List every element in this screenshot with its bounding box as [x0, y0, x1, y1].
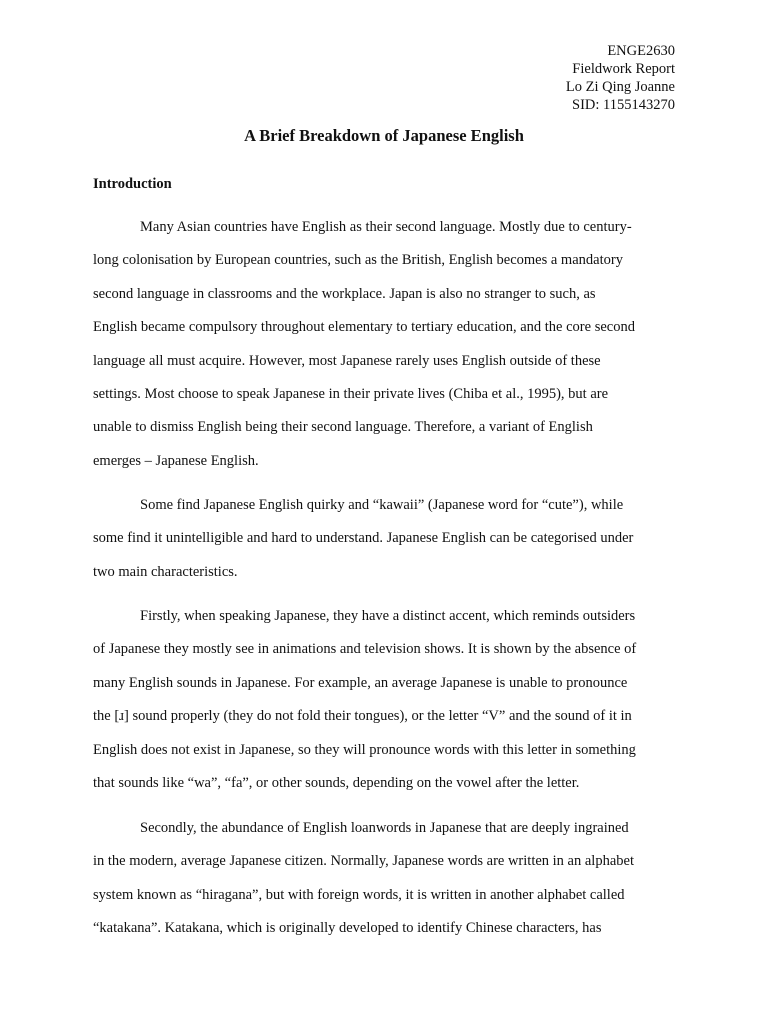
paragraph-line: that sounds like “wa”, “fa”, or other sounds, depending on the vowel after the letter.	[93, 774, 580, 791]
author-name: Lo Zi Qing Joanne	[565, 79, 675, 95]
paragraph-line: some find it unintelligible and hard to understand. Japanese English can be categorised under	[93, 530, 634, 547]
paragraph-line: two main characteristics.	[93, 563, 238, 580]
paragraph-line: in the modern, average Japanese citizen. Normally, Japanese words are written in an alphabet	[93, 853, 634, 870]
course-code: ENGE2630	[607, 43, 675, 59]
paragraph-line: emerges – Japanese English.	[93, 452, 259, 469]
student-id: SID: 1155143270	[572, 97, 675, 113]
paragraph-line: long colonisation by European countries, such as the British, English becomes a mandatory	[93, 252, 623, 269]
paragraph-line: many English sounds in Japanese. For example, an average Japanese is unable to pronounce	[93, 674, 628, 691]
paragraph-line: “katakana”. Katakana, which is originally developed to identify Chinese characters, has	[93, 920, 602, 937]
paragraph-line: second language in classrooms and the workplace. Japan is also no stranger to such, as	[93, 285, 596, 302]
paragraph-line: the [ɹ] sound properly (they do not fold their tongues), or the letter “V” and the sound of it in	[93, 708, 632, 725]
paragraph-line: Many Asian countries have English as their second language. Mostly due to century-	[140, 219, 632, 235]
header-block	[566, 42, 675, 114]
paragraph-2	[93, 496, 675, 596]
paragraph-line: of Japanese they mostly see in animations and television shows. It is shown by the absence of	[93, 641, 637, 658]
paragraph-line: English became compulsory throughout elementary to tertiary education, and the core second	[93, 319, 635, 336]
paragraph-line: Firstly, when speaking Japanese, they have a distinct accent, which reminds outsiders	[140, 608, 636, 624]
paragraph-line: Secondly, the abundance of English loanwords in Japanese that are deeply ingrained	[140, 820, 629, 836]
paragraph-line: English does not exist in Japanese, so they will pronounce words with this letter in something	[93, 741, 636, 758]
section-heading: Introduction	[93, 176, 172, 192]
paragraph-line: settings. Most choose to speak Japanese in their private lives (Chiba et al., 1995), but are	[93, 385, 609, 402]
paragraph-4	[93, 819, 675, 953]
document-type: Fieldwork Report	[572, 61, 675, 77]
paragraph-line: language all must acquire. However, most Japanese rarely uses English outside of these	[93, 352, 601, 369]
paragraph-line: unable to dismiss English being their second language. Therefore, a variant of English	[93, 419, 593, 436]
paragraph-line: Some find Japanese English quirky and “kawaii” (Japanese word for “cute”), while	[140, 497, 624, 513]
paragraph-1	[93, 218, 675, 485]
paragraph-line: system known as “hiragana”, but with foreign words, it is written in another alphabet called	[93, 886, 625, 903]
document-title: A Brief Breakdown of Japanese English	[244, 126, 524, 145]
paragraph-3	[93, 607, 675, 807]
